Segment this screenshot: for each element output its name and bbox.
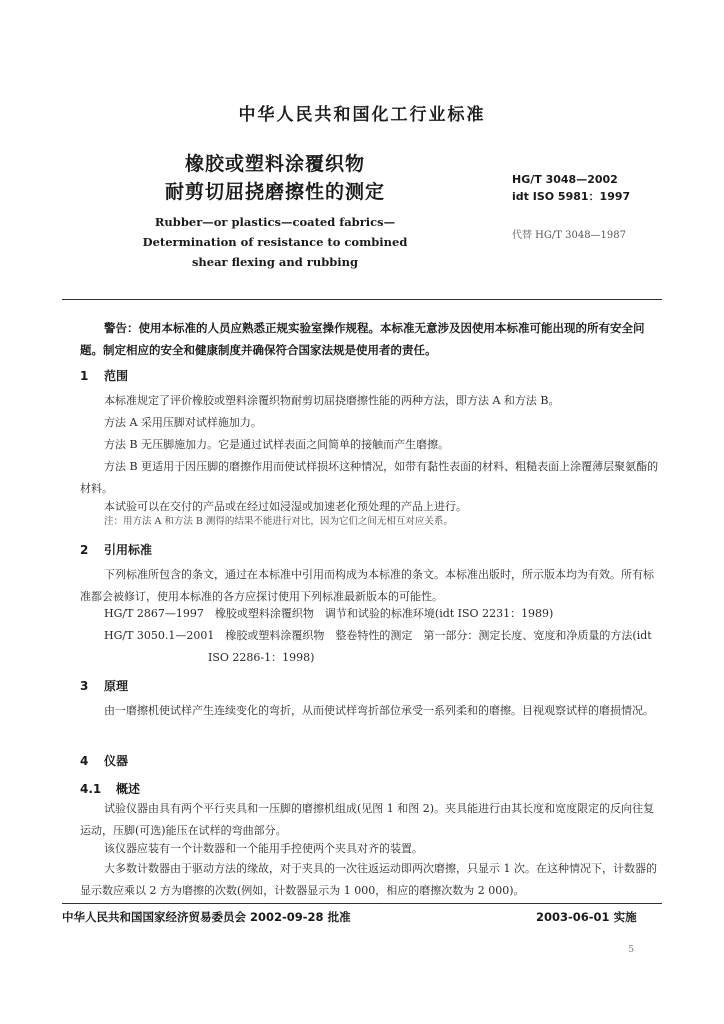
normative-reference-2: HG/T 3050.1—2001 橡胶或塑料涂覆织物 整卷特性的测定 第一部分：测定长度、宽度和净质量的方法(idt ISO 2286-1：1998) — [104, 629, 652, 664]
title-en-line1: Rubber—or plastics—coated fabrics— — [154, 215, 396, 229]
section-1-para-5: 本试验可以在交付的产品或在经过如浸湿或加速老化预处理的产品上进行。 — [104, 500, 467, 513]
section-1-para-1: 本标准规定了评价橡胶或塑料涂覆织物耐剪切屈挠磨擦性能的两种方法，即方法 A 和方法 B。 — [104, 394, 560, 407]
title-cn-line1: 橡胶或塑料涂覆织物 — [184, 153, 365, 175]
section-1-number: 1 — [80, 369, 89, 383]
normative-reference-1: HG/T 2867—1997 橡胶或塑料涂覆织物 调节和试验的标准环境(idt ISO 2231：1989) — [104, 607, 554, 620]
section-1-para-4: 方法 B 更适用于因压脚的磨擦作用而使试样损坏这种情况，如带有黏性表面的材料、粗糙表面上涂覆薄层聚氨酯的材料。 — [80, 460, 659, 495]
section-3-heading — [80, 677, 128, 694]
replaces-standard: 代替 HG/T 3048—1987 — [512, 230, 627, 241]
subsection-4-1-heading — [80, 780, 140, 797]
section-3-title: 原理 — [104, 679, 129, 693]
title-en-line3: shear flexing and rubbing — [191, 255, 359, 269]
section-1-title: 范围 — [104, 369, 129, 383]
section-1-heading — [80, 367, 128, 384]
header-divider — [62, 299, 662, 300]
section-1-note: 注：用方法 A 和方法 B 测得的结果不能进行对比，因为它们之间无相互对应关系。 — [104, 516, 453, 527]
subsection-4-1-number: 4.1 — [80, 782, 102, 796]
warning-paragraph: 警告：使用本标准的人员应熟悉正规实验室操作规程。本标准无意涉及因使用本标准可能出现的所有安全问题。制定相应的安全和健康制度并确保符合国家法规是使用者的责任。 — [80, 321, 645, 357]
footer-divider — [62, 903, 662, 904]
section-1-para-2: 方法 A 采用压脚对试样施加力。 — [104, 416, 262, 429]
title-cn-line2: 耐剪切屈挠磨擦性的测定 — [164, 181, 385, 203]
section-4-para-3: 大多数计数器由于驱动方法的缘故，对于夹具的一次往返运动即两次磨擦，只显示 1 次。在这种情况下，计数器的显示数应乘以 2 方为磨擦的次数(例如，计数器显示为 1 000，相应的磨擦次数为 2 000)。 — [80, 862, 657, 897]
section-4-title: 仪器 — [104, 754, 129, 768]
section-2-title: 引用标准 — [104, 543, 153, 557]
section-4-heading — [80, 752, 128, 769]
document-header-title: 中华人民共和国化工行业标准 — [238, 105, 486, 125]
section-2-heading — [80, 541, 152, 558]
title-en-line2: Determination of resistance to combined — [142, 235, 408, 249]
implementation-date: 2003-06-01 实施 — [536, 910, 637, 924]
approval-date: 中华人民共和国国家经济贸易委员会 2002-09-28 批准 — [62, 910, 351, 924]
subsection-4-1-title: 概述 — [116, 782, 141, 796]
section-1-para-3: 方法 B 无压脚施加力。它是通过试样表面之间简单的接触而产生磨擦。 — [104, 438, 450, 451]
page-number: 5 — [628, 945, 634, 955]
section-3-number: 3 — [80, 679, 89, 693]
section-3-para-1: 由一磨擦机使试样产生连续变化的弯折，从而使试样弯折部位承受一系列柔和的磨擦。目视观察试样的磨损情况。 — [104, 704, 654, 717]
standard-number: HG/T 3048—2002 — [512, 173, 618, 186]
section-2-number: 2 — [80, 543, 89, 557]
section-2-para-1: 下列标准所包含的条文，通过在本标准中引用而构成为本标准的条文。本标准出版时，所示版本均为有效。所有标准都会被修订，使用本标准的各方应探讨使用下列标准最新版本的可能性。 — [80, 568, 654, 603]
section-4-number: 4 — [80, 754, 89, 768]
section-4-para-1: 试验仪器由具有两个平行夹具和一压脚的磨擦机组成(见图 1 和图 2)。夹具能进行由其长度和宽度限定的反向往复运动，压脚(可选)能压在试样的弯曲部分。 — [80, 802, 655, 837]
idt-reference: idt ISO 5981：1997 — [512, 190, 631, 203]
section-4-para-2: 该仪器应装有一个计数器和一个能用手控使两个夹具对齐的装置。 — [104, 842, 423, 855]
